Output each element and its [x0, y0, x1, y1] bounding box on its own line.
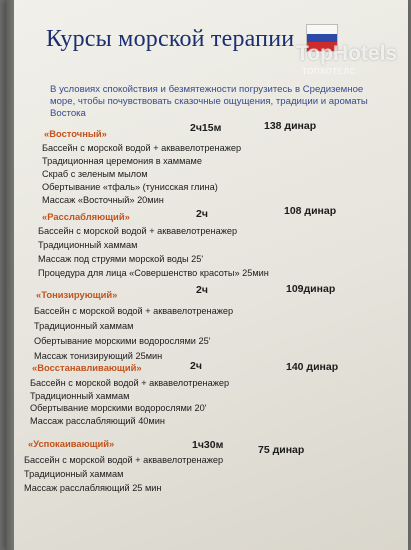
- course-duration: 1ч30м: [192, 439, 224, 451]
- list-item: Традиционный хаммам: [24, 469, 124, 479]
- list-item: Бассейн с морской водой + аквавелотренажер: [34, 306, 234, 316]
- list-item: Процедура для лица «Совершенство красоты» 25мин: [38, 268, 269, 278]
- list-item: Традиционный хаммам: [34, 321, 134, 331]
- course-duration: 2ч: [196, 284, 208, 296]
- list-item: Массаж расслабляющий 40мин: [30, 415, 165, 426]
- list-item: Бассейн с морской водой + аквавелотренажер: [30, 378, 230, 388]
- list-item: Обертывание морскими водорослями 20': [30, 403, 207, 413]
- course-duration: 2ч: [190, 360, 202, 372]
- list-item: Традиционный хаммам: [30, 390, 130, 401]
- watermark-logo: TopHotels: [296, 42, 398, 65]
- course-duration: 2ч: [196, 208, 208, 220]
- list-item: Скраб с зеленым мылом: [42, 169, 148, 179]
- course-items: [34, 304, 233, 364]
- course-items: [38, 224, 269, 280]
- list-item: Бассейн с морской водой + аквавелотренажер: [42, 143, 242, 153]
- list-item: Обертывание «тфаль» (тунисская глина): [42, 182, 218, 192]
- course-name: «Успокаивающий»: [28, 438, 115, 449]
- course-price: 109динар: [286, 283, 336, 295]
- course-price: 140 динар: [286, 361, 339, 373]
- list-item: Бассейн с морской водой + аквавелотренажер: [24, 455, 224, 465]
- course-price: 75 динар: [258, 444, 305, 456]
- list-item: Традиционный хаммам: [38, 240, 138, 250]
- watermark-subtitle: ТОПХОТЕЛС: [302, 67, 356, 76]
- intro-text: В условиях спокойствия и безмятежности погрузитесь в Средиземное море, чтобы почувствовать сказочные ощущения, традиции и ароматы Востока: [50, 84, 368, 119]
- list-item: Традиционная церемония в хаммаме: [42, 156, 202, 166]
- course-name: «Восстанавливающий»: [32, 362, 142, 373]
- course-items: [24, 453, 223, 495]
- course-items: [30, 377, 229, 427]
- page-title: Курсы морской терапии: [46, 26, 295, 52]
- list-item: Массаж под струями морской воды 25': [38, 254, 204, 264]
- course-name: «Расслабляющий»: [42, 211, 130, 222]
- list-item: Бассейн с морской водой + аквавелотренажер: [38, 226, 238, 236]
- course-duration: 2ч15м: [190, 122, 222, 134]
- course-name: «Восточный»: [44, 128, 107, 139]
- course-price: 138 динар: [264, 120, 317, 132]
- menu-sheet: [6, 0, 408, 550]
- list-item: Массаж «Восточный» 20мин: [42, 195, 164, 205]
- course-items: [42, 142, 241, 207]
- list-item: Массаж расслабляющий 25 мин: [24, 483, 162, 493]
- course-price: 108 динар: [284, 205, 337, 217]
- list-item: Массаж тонизирующий 25мин: [34, 351, 163, 361]
- course-name: «Тонизирующий»: [36, 289, 118, 300]
- sheet-shadow-edge: [6, 0, 14, 550]
- list-item: Обертывание морскими водорослями 25': [34, 336, 211, 346]
